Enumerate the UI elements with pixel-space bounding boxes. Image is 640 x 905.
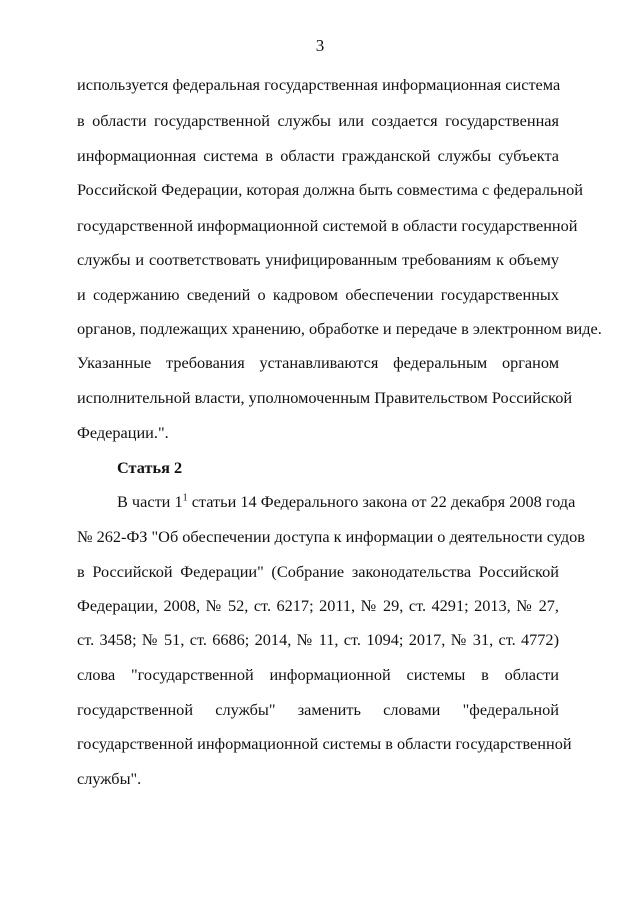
- text-line: службы".: [77, 769, 142, 788]
- article-heading: Статья 2: [117, 458, 183, 477]
- text-fragment: В части 1: [117, 492, 183, 511]
- text-line: Российской Федерации, которая должна быть совместима с федеральной: [77, 180, 583, 199]
- text-line: в области государственной службы или создается государственная: [77, 111, 559, 130]
- text-line: исполнительной власти, уполномоченным Правительством Российской: [77, 388, 573, 407]
- text-line: государственной службы" заменить словами "федеральной: [77, 700, 559, 719]
- text-line: Федерации, 2008, № 52, ст. 6217; 2011, № 29, ст. 4291; 2013, № 27,: [77, 596, 559, 615]
- text-line: слова "государственной информационной системы в области: [77, 665, 559, 684]
- text-line: [117, 492, 576, 512]
- text-line: в Российской Федерации" (Собрание законодательства Российской: [77, 562, 559, 581]
- text-line: и содержанию сведений о кадровом обеспечении государственных: [77, 285, 559, 304]
- superscript: 1: [182, 492, 188, 504]
- page-number: 3: [315, 36, 325, 55]
- text-line: № 262-ФЗ "Об обеспечении доступа к информации о деятельности судов: [77, 527, 585, 546]
- text-line: информационная система в области гражданской службы субъекта: [77, 146, 559, 165]
- text-line: государственной информационной системы в области государственной: [77, 734, 572, 753]
- text-line: государственной информационной системой в области государственной: [77, 216, 578, 235]
- text-fragment: статьи 14 Федерального закона от 22 декабря 2008 года: [187, 492, 576, 511]
- text-line: службы и соответствовать унифицированным требованиям к объему: [77, 250, 559, 269]
- text-line: Федерации.".: [77, 423, 169, 442]
- text-line: Указанные требования устанавливаются федеральным органом: [77, 353, 559, 372]
- text-line: органов, подлежащих хранению, обработке и передаче в электронном виде.: [77, 319, 602, 338]
- text-line: ст. 3458; № 51, ст. 6686; 2014, № 11, ст. 1094; 2017, № 31, ст. 4772): [77, 630, 559, 649]
- text-line: используется федеральная государственная информационная система: [77, 75, 561, 94]
